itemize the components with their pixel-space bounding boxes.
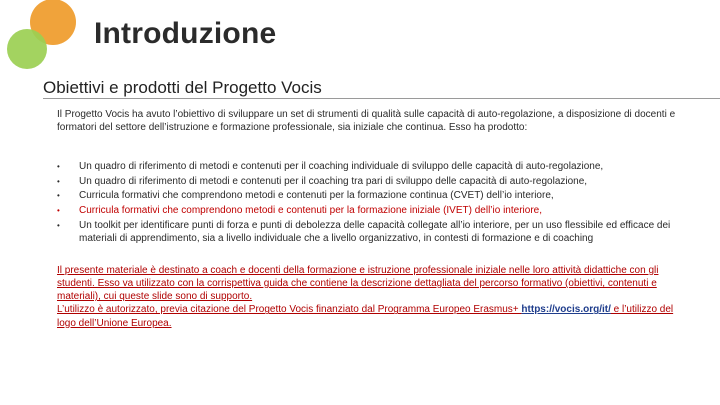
usage-notice-license [57, 303, 687, 329]
slide-title: Introduzione [94, 17, 277, 50]
slide-subtitle: Obiettivi e prodotti del Progetto Vocis [43, 78, 322, 97]
green-circle [7, 29, 47, 69]
decorative-circles-icon [0, 0, 90, 80]
list-item [57, 175, 687, 188]
list-item [57, 160, 687, 173]
list-item [57, 219, 687, 245]
intro-paragraph: Il Progetto Vocis ha avuto l’obiettivo di sviluppare un set di strumenti di qualità sulle capacità di auto-regolazione, a disposizione di docenti e formatori del settore dell’istruzione e formazione professionale, sia iniziale che continua. Esso ha prodotto: [57, 109, 676, 133]
slide-body [57, 108, 687, 330]
list-item-text: Un toolkit per identificare punti di forza e punti di debolezza delle capacità collegate all’io interiore, per un uso flessibile ed efficace dei materiali di apprendimento, sia a livello individuale che a livello organizzativo, in contesti di formazione e di coaching [79, 219, 671, 244]
license-text: L’utilizzo è autorizzato, previa citazione del Progetto Vocis finanziato dal Programma Europeo Erasmus+ [57, 304, 522, 316]
license-text-end: e l’utilizzo del logo dell’Unione Europea. [57, 304, 674, 329]
list-item-text: Un quadro di riferimento di metodi e contenuti per il coaching tra pari di sviluppo delle capacità di auto-regolazione, [79, 175, 588, 187]
list-item-text: Un quadro di riferimento di metodi e contenuti per il coaching individuale di sviluppo delle capacità di auto-regolazione, [79, 161, 604, 172]
bullet-dot-icon: • [57, 191, 60, 201]
list-item-highlighted [57, 204, 687, 217]
usage-notice-audience: Il presente materiale è destinato a coach e docenti della formazione e istruzione professionale iniziale nelle loro attività didattiche con gli studenti. Esso va utilizzato con la corrispettiva guida che contiene la descrizione dettagliata del percorso formativo (obiettivi, contenuti e materiali), cui queste slide sono di supporto. [57, 264, 659, 303]
product-list [57, 160, 687, 245]
list-item [57, 189, 687, 202]
bullet-dot-icon: • [57, 220, 60, 230]
vocis-link[interactable]: https://vocis.org/it/ [521, 304, 611, 316]
bullet-dot-icon: • [57, 206, 60, 216]
list-item-text: Curricula formativi che comprendono metodi e contenuti per la formazione iniziale (IVET) dell’io interiore, [79, 205, 542, 217]
subtitle-divider [43, 98, 720, 99]
list-item-text: Curricula formativi che comprendono metodi e contenuti per la formazione continua (CVET) dell’io interiore, [79, 190, 554, 202]
bullet-dot-icon: • [57, 162, 60, 171]
bullet-dot-icon: • [57, 176, 60, 186]
usage-notice [57, 264, 687, 330]
